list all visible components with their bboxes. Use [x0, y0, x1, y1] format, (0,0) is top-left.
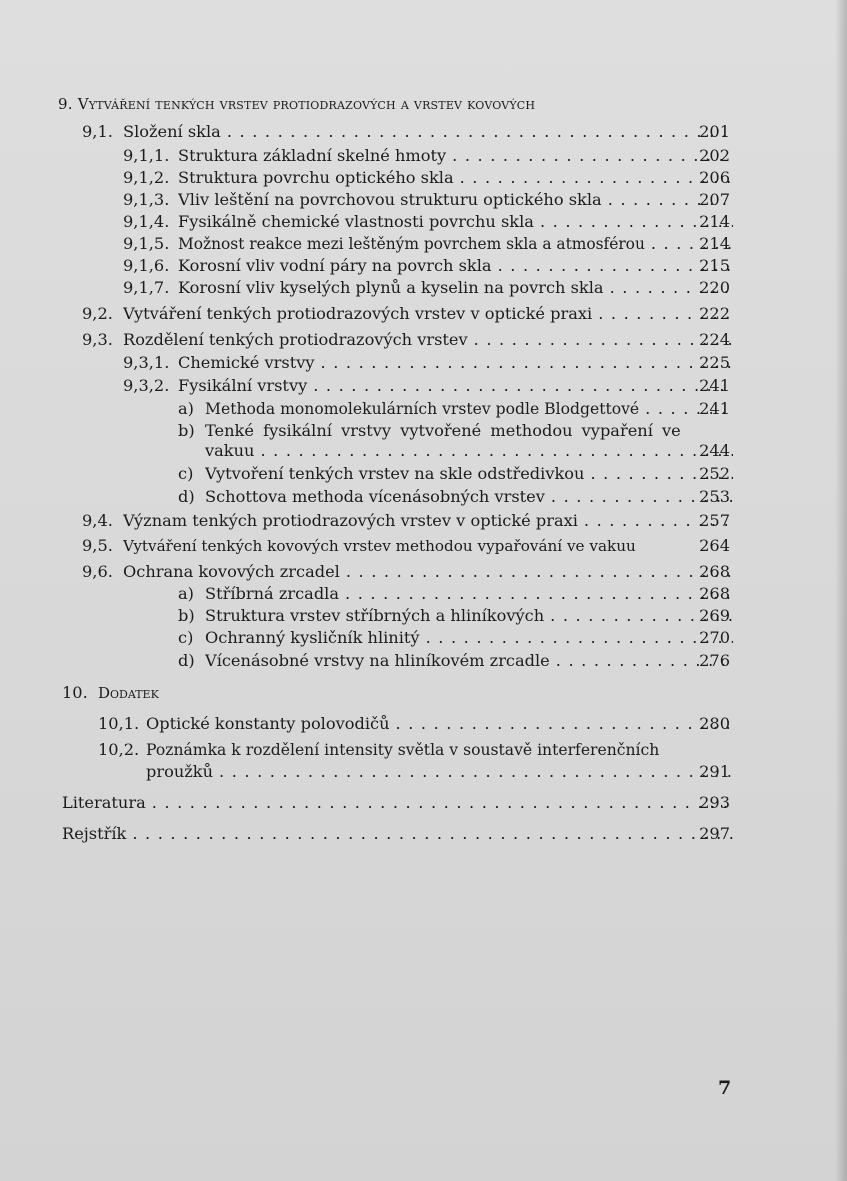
entry-number: c)	[178, 628, 194, 647]
entry-title-line	[178, 167, 733, 189]
toc-entry	[0, 303, 847, 325]
entry-title-line	[205, 650, 733, 672]
entry-page: 269	[699, 606, 730, 625]
entry-title: Tenké fysikální vrstvy vytvořené methodou vypaření ve	[205, 421, 681, 440]
leader-dots	[474, 329, 733, 351]
entry-number: 9,1.	[82, 122, 113, 141]
entry-title-line	[205, 627, 733, 649]
entry-title-line	[205, 605, 733, 627]
entry-number: 9,3,2.	[123, 376, 170, 395]
entry-page: 241	[699, 399, 730, 418]
entry-number: 9,2.	[82, 304, 113, 323]
entry-title: Stříbrná zrcadla	[205, 584, 340, 603]
entry-page: 207	[699, 190, 730, 209]
entry-page: 214	[699, 212, 730, 231]
entry-title-line	[146, 713, 733, 735]
entry-page: 252	[699, 464, 730, 483]
chapter-9-heading	[58, 95, 535, 113]
leader-dots	[219, 761, 733, 783]
entry-title: Korosní vliv kyselých plynů a kyselin na povrch skla	[178, 278, 604, 297]
leader-dots	[452, 145, 733, 167]
entry-title-line	[123, 121, 733, 143]
toc-entry	[0, 561, 847, 583]
entry-title: Vliv leštění na povrchovou strukturu optického skla	[178, 190, 602, 209]
entry-title: Optické konstanty polovodičů	[146, 714, 390, 733]
leader-dots	[321, 352, 733, 374]
entry-number: c)	[178, 464, 194, 483]
entry-title: Možnost reakce mezi leštěným povrchem skla a atmosférou	[178, 235, 645, 253]
entry-page: 224	[699, 330, 730, 349]
leader-dots	[396, 713, 733, 735]
entry-number: 9,5.	[82, 536, 113, 555]
entry-number: 9,3,1.	[123, 353, 170, 372]
leader-dots	[313, 375, 733, 397]
toc-entry-continuation	[0, 440, 847, 462]
toc-entry	[0, 233, 847, 255]
toc-entry	[0, 398, 847, 420]
entry-title-line	[178, 233, 733, 255]
leader-dots	[345, 583, 733, 605]
entry-title-line	[123, 561, 733, 583]
entry-title-line	[178, 255, 733, 277]
toc-entry	[0, 463, 847, 485]
entry-page: 276	[699, 651, 730, 670]
entry-title: Fysikálně chemické vlastnosti povrchu skla	[178, 212, 534, 231]
entry-number: d)	[178, 651, 195, 670]
entry-number: 9,1,6.	[123, 256, 170, 275]
entry-number: b)	[178, 606, 195, 625]
toc-entry	[0, 145, 847, 167]
entry-title-line	[205, 583, 733, 605]
entry-number: 10,2.	[98, 740, 140, 759]
entry-page: 201	[699, 122, 730, 141]
entry-title-line	[178, 352, 733, 374]
entry-page: 297	[699, 824, 730, 843]
toc-entry	[0, 255, 847, 277]
toc-entry	[0, 211, 847, 233]
entry-title-line	[205, 463, 733, 485]
toc-entry	[0, 167, 847, 189]
entry-number: 9,1,1.	[123, 146, 170, 165]
entry-page: 291	[699, 762, 730, 781]
entry-title-line	[62, 792, 733, 814]
leader-dots	[426, 627, 733, 649]
entry-page: 257	[699, 511, 730, 530]
entry-title: Poznámka k rozdělení intensity světla v soustavě interferenčních	[146, 741, 660, 759]
entry-page: 264	[699, 536, 730, 555]
entry-page: 206	[699, 168, 730, 187]
entry-page: 268	[699, 562, 730, 581]
entry-number: a)	[178, 399, 194, 418]
entry-title: Rozdělení tenkých protiodrazových vrstev	[123, 330, 468, 349]
leader-dots	[152, 792, 733, 814]
entry-title: Fysikální vrstvy	[178, 376, 308, 395]
entry-page: 214	[699, 234, 730, 253]
entry-title: Ochrana kovových zrcadel	[123, 562, 340, 581]
entry-title-line	[178, 211, 733, 233]
entry-title: vakuu	[205, 441, 255, 460]
toc-entry	[0, 713, 847, 735]
chapter-10-heading	[0, 682, 847, 704]
entry-number: 9,6.	[82, 562, 113, 581]
entry-title-line	[123, 303, 733, 325]
entry-page: 280	[699, 714, 730, 733]
leader-dots	[460, 167, 733, 189]
toc-entry	[0, 739, 847, 761]
entry-title: Vytváření tenkých kovových vrstev methodou vypařování ve vakuu	[123, 537, 636, 555]
toc-entry	[0, 420, 847, 442]
entry-title: Struktura povrchu optického skla	[178, 168, 454, 187]
entry-title: Chemické vrstvy	[178, 353, 315, 372]
toc-entry	[0, 189, 847, 211]
leader-dots	[260, 440, 733, 462]
toc-entry	[0, 277, 847, 299]
entry-title-line	[178, 145, 733, 167]
entry-title-line	[123, 329, 733, 351]
entry-title: Korosní vliv vodní páry na povrch skla	[178, 256, 492, 275]
page-number: 7	[718, 1077, 732, 1099]
entry-number: d)	[178, 487, 195, 506]
toc-entry	[0, 823, 847, 845]
entry-number: a)	[178, 584, 194, 603]
leader-dots	[346, 561, 733, 583]
entry-title: proužků	[146, 762, 214, 781]
entry-title: Schottova methoda vícenásobných vrstev	[205, 487, 545, 506]
entry-number: 10,1.	[98, 714, 140, 733]
toc-entry	[0, 329, 847, 351]
toc-entry	[0, 486, 847, 508]
entry-title: Vytvoření tenkých vrstev na skle odstředivkou	[205, 464, 585, 483]
entry-title-line	[205, 398, 733, 420]
entry-title: Methoda monomolekulárních vrstev podle Blodgettové	[205, 400, 640, 418]
entry-title-line	[205, 440, 733, 462]
leader-dots	[132, 823, 733, 845]
toc-entry	[0, 605, 847, 627]
chapter-title: Vytváření tenkých vrstev protiodrazových a vrstev kovových	[77, 95, 536, 113]
toc-entry	[0, 627, 847, 649]
entry-page: 222	[699, 304, 730, 323]
entry-number: 9,1,3.	[123, 190, 170, 209]
toc-entry	[0, 375, 847, 397]
entry-page: 253	[699, 487, 730, 506]
entry-title-line	[178, 375, 733, 397]
entry-title-line	[205, 486, 733, 508]
entry-number: 9,3.	[82, 330, 113, 349]
entry-page: 244	[699, 441, 730, 460]
entry-number: 9,1,7.	[123, 278, 170, 297]
toc-entry	[0, 650, 847, 672]
chapter-number: 10.	[62, 683, 88, 702]
toc-entry	[0, 352, 847, 374]
entry-number: b)	[178, 421, 195, 440]
entry-title: Složení skla	[123, 122, 221, 141]
entry-title-line	[178, 189, 733, 211]
entry-page: 202	[699, 146, 730, 165]
entry-title: Struktura základní skelné hmoty	[178, 146, 447, 165]
entry-number: 9,1,2.	[123, 168, 170, 187]
toc-entry	[0, 121, 847, 143]
leader-dots	[227, 121, 733, 143]
entry-title: Vícenásobné vrstvy na hliníkovém zrcadle	[205, 651, 550, 670]
chapter-title: Dodatek	[98, 684, 159, 702]
entry-title-line	[146, 761, 733, 783]
toc-entry	[0, 510, 847, 532]
entry-page: 270	[699, 628, 730, 647]
entry-title: Ochranný kysličník hlinitý	[205, 628, 420, 647]
entry-title: Literatura	[62, 793, 146, 812]
entry-title: Rejstřík	[62, 824, 127, 843]
entry-title-line	[123, 535, 733, 557]
chapter-number: 9.	[58, 95, 73, 113]
toc-entry	[0, 583, 847, 605]
entry-number: 9,1,4.	[123, 212, 170, 231]
entry-number: 9,4.	[82, 511, 113, 530]
entry-title-line	[123, 510, 733, 532]
entry-page: 293	[699, 793, 730, 812]
entry-number: 9,1,5.	[123, 234, 170, 253]
entry-page: 225	[699, 353, 730, 372]
toc-entry	[0, 792, 847, 814]
entry-title-line	[62, 823, 733, 845]
entry-page: 241	[699, 376, 730, 395]
entry-page: 268	[699, 584, 730, 603]
toc-entry-continuation	[0, 761, 847, 783]
entry-title: Vytváření tenkých protiodrazových vrstev v optické praxi	[123, 304, 593, 323]
entry-page: 220	[699, 278, 730, 297]
toc-entry	[0, 535, 847, 557]
entry-page: 215	[699, 256, 730, 275]
entry-title: Struktura vrstev stříbrných a hliníkových	[205, 606, 545, 625]
entry-title-line	[178, 277, 733, 299]
entry-title: Význam tenkých protiodrazových vrstev v optické praxi	[123, 511, 578, 530]
